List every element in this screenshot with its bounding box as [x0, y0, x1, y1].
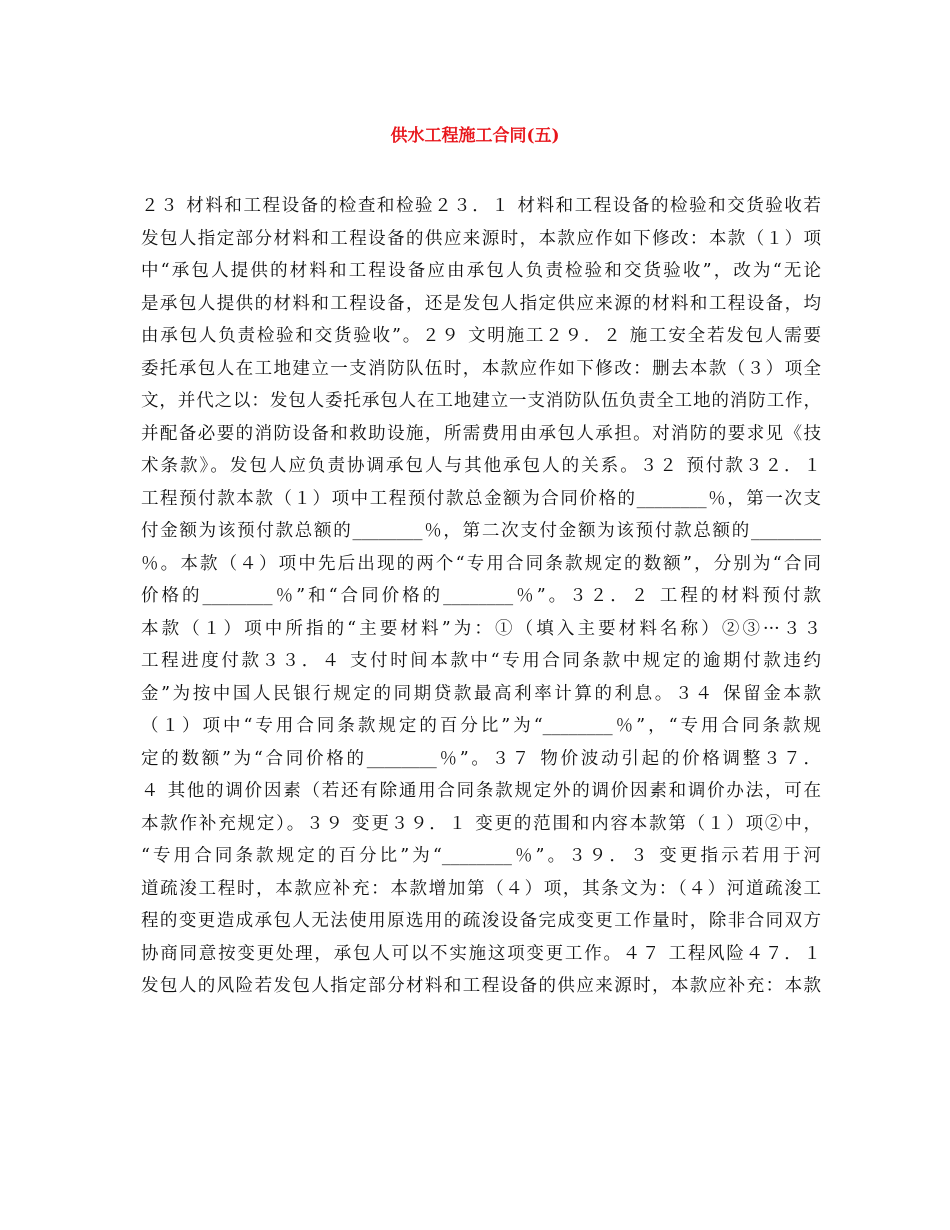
body-line: 协商同意按变更处理，承包人可以不实施这项变更工作。４７ 工程风险４７．１: [141, 943, 821, 964]
body-line: 术条款》。发包人应负责协调承包人与其他承包人的关系。３２ 预付款３２．１: [141, 456, 821, 476]
body-line: 委托承包人在工地建立一支消防队伍时，本款应作如下修改：删去本款（３）项全: [141, 358, 821, 379]
body-line: 本款作补充规定）。３９ 变更３９．１ 变更的范围和内容本款第（１）项②中，: [141, 813, 821, 834]
document-body: [141, 190, 821, 1003]
body-line: ％。本款（４）项中先后出现的两个“专用合同条款规定的数额”，分别为“合同: [141, 553, 821, 574]
body-line: 付金额为该预付款总额的________％，第二次支付金额为该预付款总额的________: [141, 521, 821, 541]
document-title: 供水工程施工合同(五): [390, 126, 560, 146]
body-line: 发包人指定部分材料和工程设备的供应来源时，本款应作如下修改：本款（１）项: [141, 228, 821, 249]
body-line: 工程预付款本款（１）项中工程预付款总金额为合同价格的________％，第一次支: [141, 488, 821, 509]
body-line: 是承包人提供的材料和工程设备，还是发包人指定供应来源的材料和工程设备，均: [141, 293, 821, 314]
body-line: 道疏浚工程时，本款应补充：本款增加第（４）项，其条文为：（４）河道疏浚工: [141, 878, 821, 899]
body-line: （１）项中“专用合同条款规定的百分比”为“________％”，“专用合同条款规: [141, 716, 821, 736]
body-line: 由承包人负责检验和交货验收”。２９ 文明施工２９．２ 施工安全若发包人需要: [141, 326, 821, 346]
body-line: 并配备必要的消防设备和救助设施，所需费用由承包人承担。对消防的要求见《技: [141, 423, 821, 444]
body-line: 文，并代之以：发包人委托承包人在工地建立一支消防队伍负责全工地的消防工作，: [141, 391, 821, 411]
body-line: 工程进度付款３３．４ 支付时间本款中“专用合同条款中规定的逾期付款违约: [141, 651, 821, 671]
body-line: 发包人的风险若发包人指定部分材料和工程设备的供应来源时，本款应补充：本款: [141, 976, 821, 996]
body-line: “专用合同条款规定的百分比”为“________％”。３９．３ 变更指示若用于河: [141, 846, 821, 866]
body-line: 中“承包人提供的材料和工程设备应由承包人负责检验和交货验收”，改为“无论: [141, 261, 821, 281]
body-line: ２３ 材料和工程设备的检查和检验２３．１ 材料和工程设备的检验和交货验收若: [141, 196, 821, 216]
body-line: 价格的________％”和“合同价格的________％”。３２．２ 工程的材料预付款: [141, 586, 821, 606]
body-line: 定的数额”为“合同价格的________％”。３７ 物价波动引起的价格调整３７．: [141, 748, 821, 769]
body-line: 程的变更造成承包人无法使用原选用的疏浚设备完成变更工作量时，除非合同双方: [141, 911, 821, 931]
body-line: 本款（１）项中所指的“主要材料”为：①（填入主要材料名称）②③···３３: [141, 618, 821, 639]
body-line: 金”为按中国人民银行规定的同期贷款最高利率计算的利息。３４ 保留金本款: [141, 683, 821, 704]
body-line: ４ 其他的调价因素（若还有除通用合同条款规定外的调价因素和调价办法，可在: [141, 781, 821, 801]
